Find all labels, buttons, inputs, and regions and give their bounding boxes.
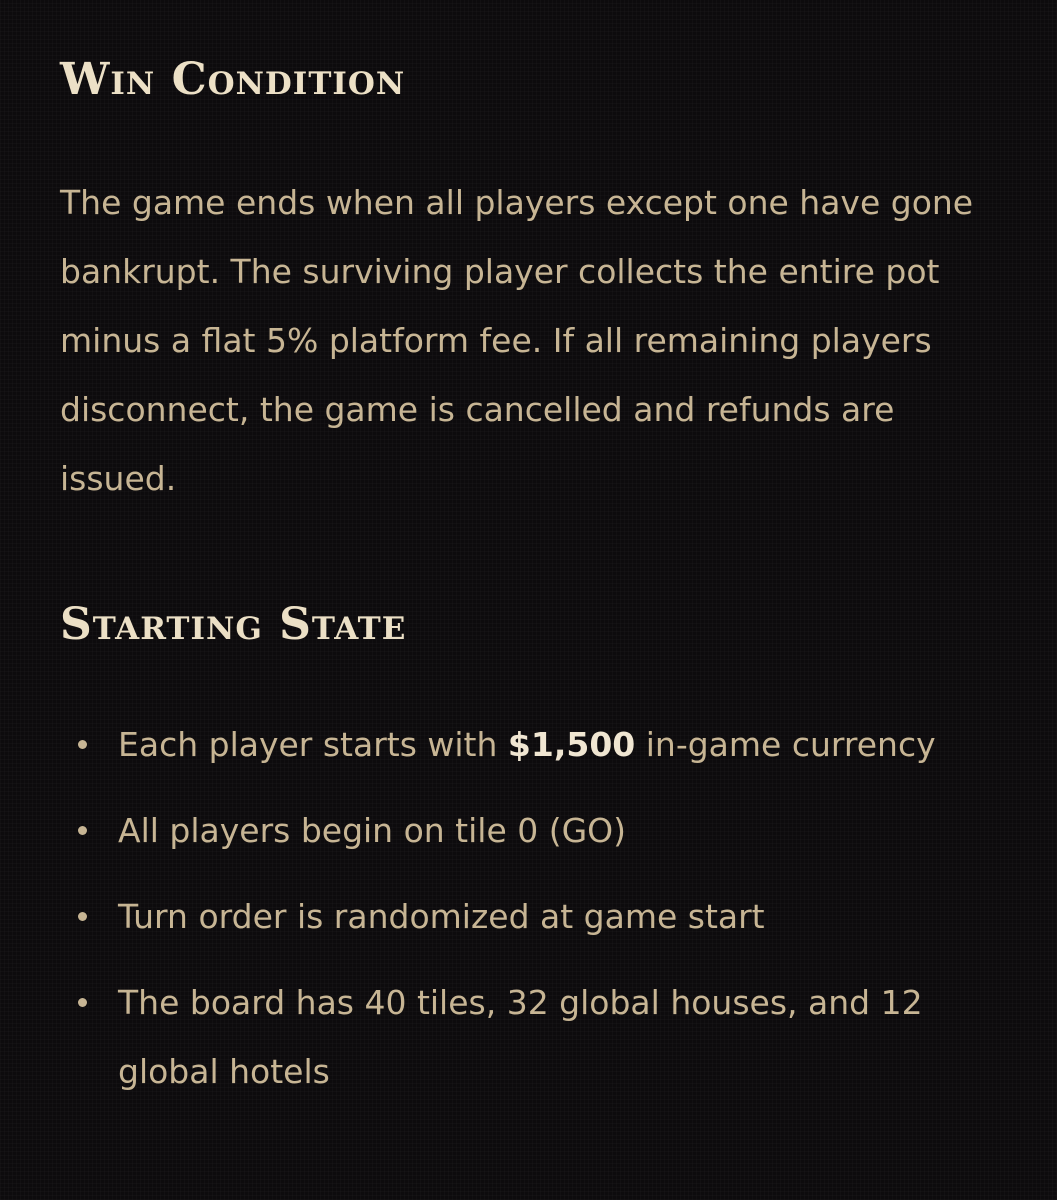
bullet-icon [78,740,87,749]
list-item-text: All players begin on tile 0 (GO) [118,811,627,850]
bullet-icon [78,998,87,1007]
starting-state-heading: Starting State [60,599,407,650]
bullet-icon [78,826,87,835]
list-item [60,882,1000,951]
list-item [60,796,1000,865]
bullet-icon [78,912,87,921]
starting-state-list [60,710,1000,1123]
win-condition-heading: Win Condition [60,54,406,105]
list-item [60,968,1000,1106]
list-item-text: The board has 40 tiles, 32 global houses, and 12 global hotels [118,983,923,1091]
win-condition-paragraph: The game ends when all players except one have gone bankrupt. The surviving player collects the entire pot minus a flat 5% platform fee. If all remaining players disconnect, the game is cancelled and refunds are issued. [60,183,974,498]
starting-currency-amount: $1,500 [507,725,636,764]
list-item-suffix: in-game currency [635,725,936,764]
list-item-text: Turn order is randomized at game start [118,897,765,936]
list-item-prefix: Each player starts with [118,725,508,764]
list-item [60,710,1000,779]
